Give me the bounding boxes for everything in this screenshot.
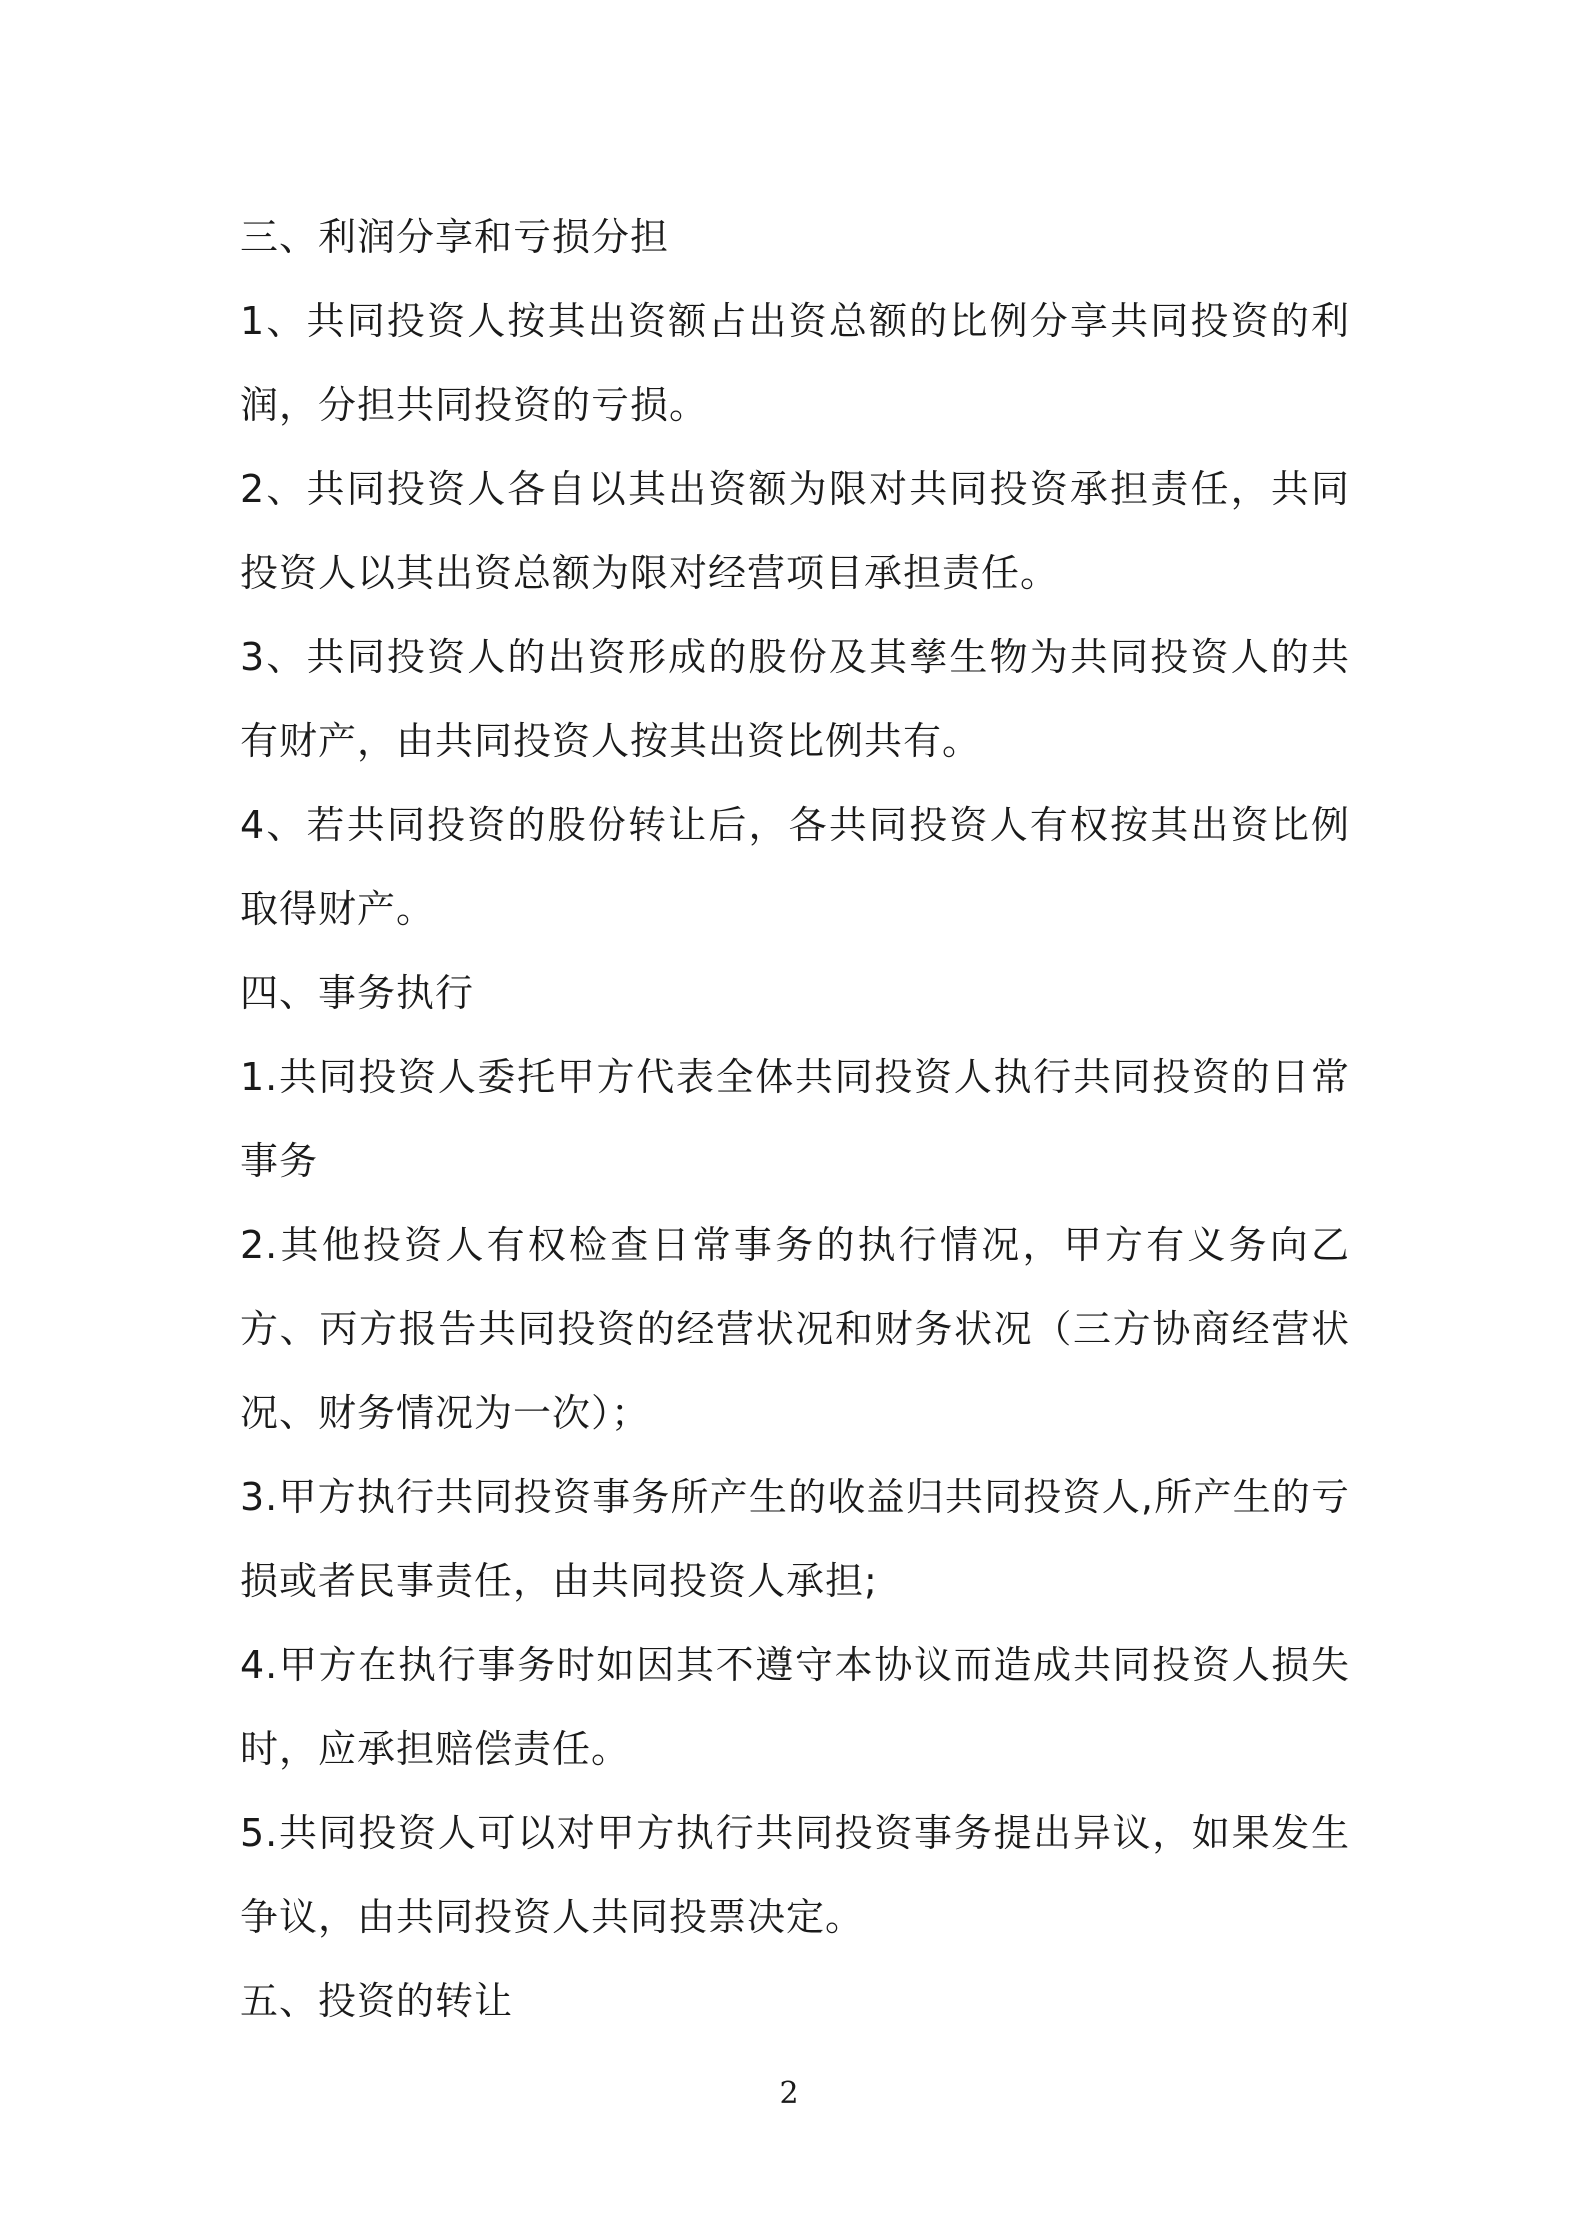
clause-3-4: 4、若共同投资的股份转让后，各共同投资人有权按其出资比例取得财产。 [240, 803, 1350, 931]
section-heading-profit-loss: 三、利润分享和亏损分担 [240, 215, 670, 259]
section-heading-affairs-execution: 四、事务执行 [240, 971, 475, 1015]
clause-4-3: 3.甲方执行共同投资事务所产生的收益归共同投资人,所产生的亏损或者民事责任，由共同投资人承担; [240, 1475, 1350, 1603]
clause-4-4: 4.甲方在执行事务时如因其不遵守本协议而造成共同投资人损失时，应承担赔偿责任。 [240, 1643, 1350, 1771]
clause-4-1: 1.共同投资人委托甲方代表全体共同投资人执行共同投资的日常事务 [240, 1055, 1350, 1183]
document-body [240, 195, 1350, 2043]
section-heading-investment-transfer: 五、投资的转让 [240, 1979, 514, 2023]
clause-4-5: 5.共同投资人可以对甲方执行共同投资事务提出异议，如果发生争议，由共同投资人共同投票决定。 [240, 1811, 1350, 1939]
clause-3-2: 2、共同投资人各自以其出资额为限对共同投资承担责任，共同投资人以其出资总额为限对经营项目承担责任。 [240, 467, 1350, 595]
clause-3-1: 1、共同投资人按其出资额占出资总额的比例分享共同投资的利润，分担共同投资的亏损。 [240, 299, 1350, 427]
clause-4-2: 2.其他投资人有权检查日常事务的执行情况，甲方有义务向乙方、丙方报告共同投资的经营状况和财务状况（三方协商经营状况、财务情况为一次）； [240, 1223, 1350, 1435]
page-number: 2 [779, 2076, 799, 2111]
clause-3-3: 3、共同投资人的出资形成的股份及其孳生物为共同投资人的共有财产，由共同投资人按其出资比例共有。 [240, 635, 1350, 763]
